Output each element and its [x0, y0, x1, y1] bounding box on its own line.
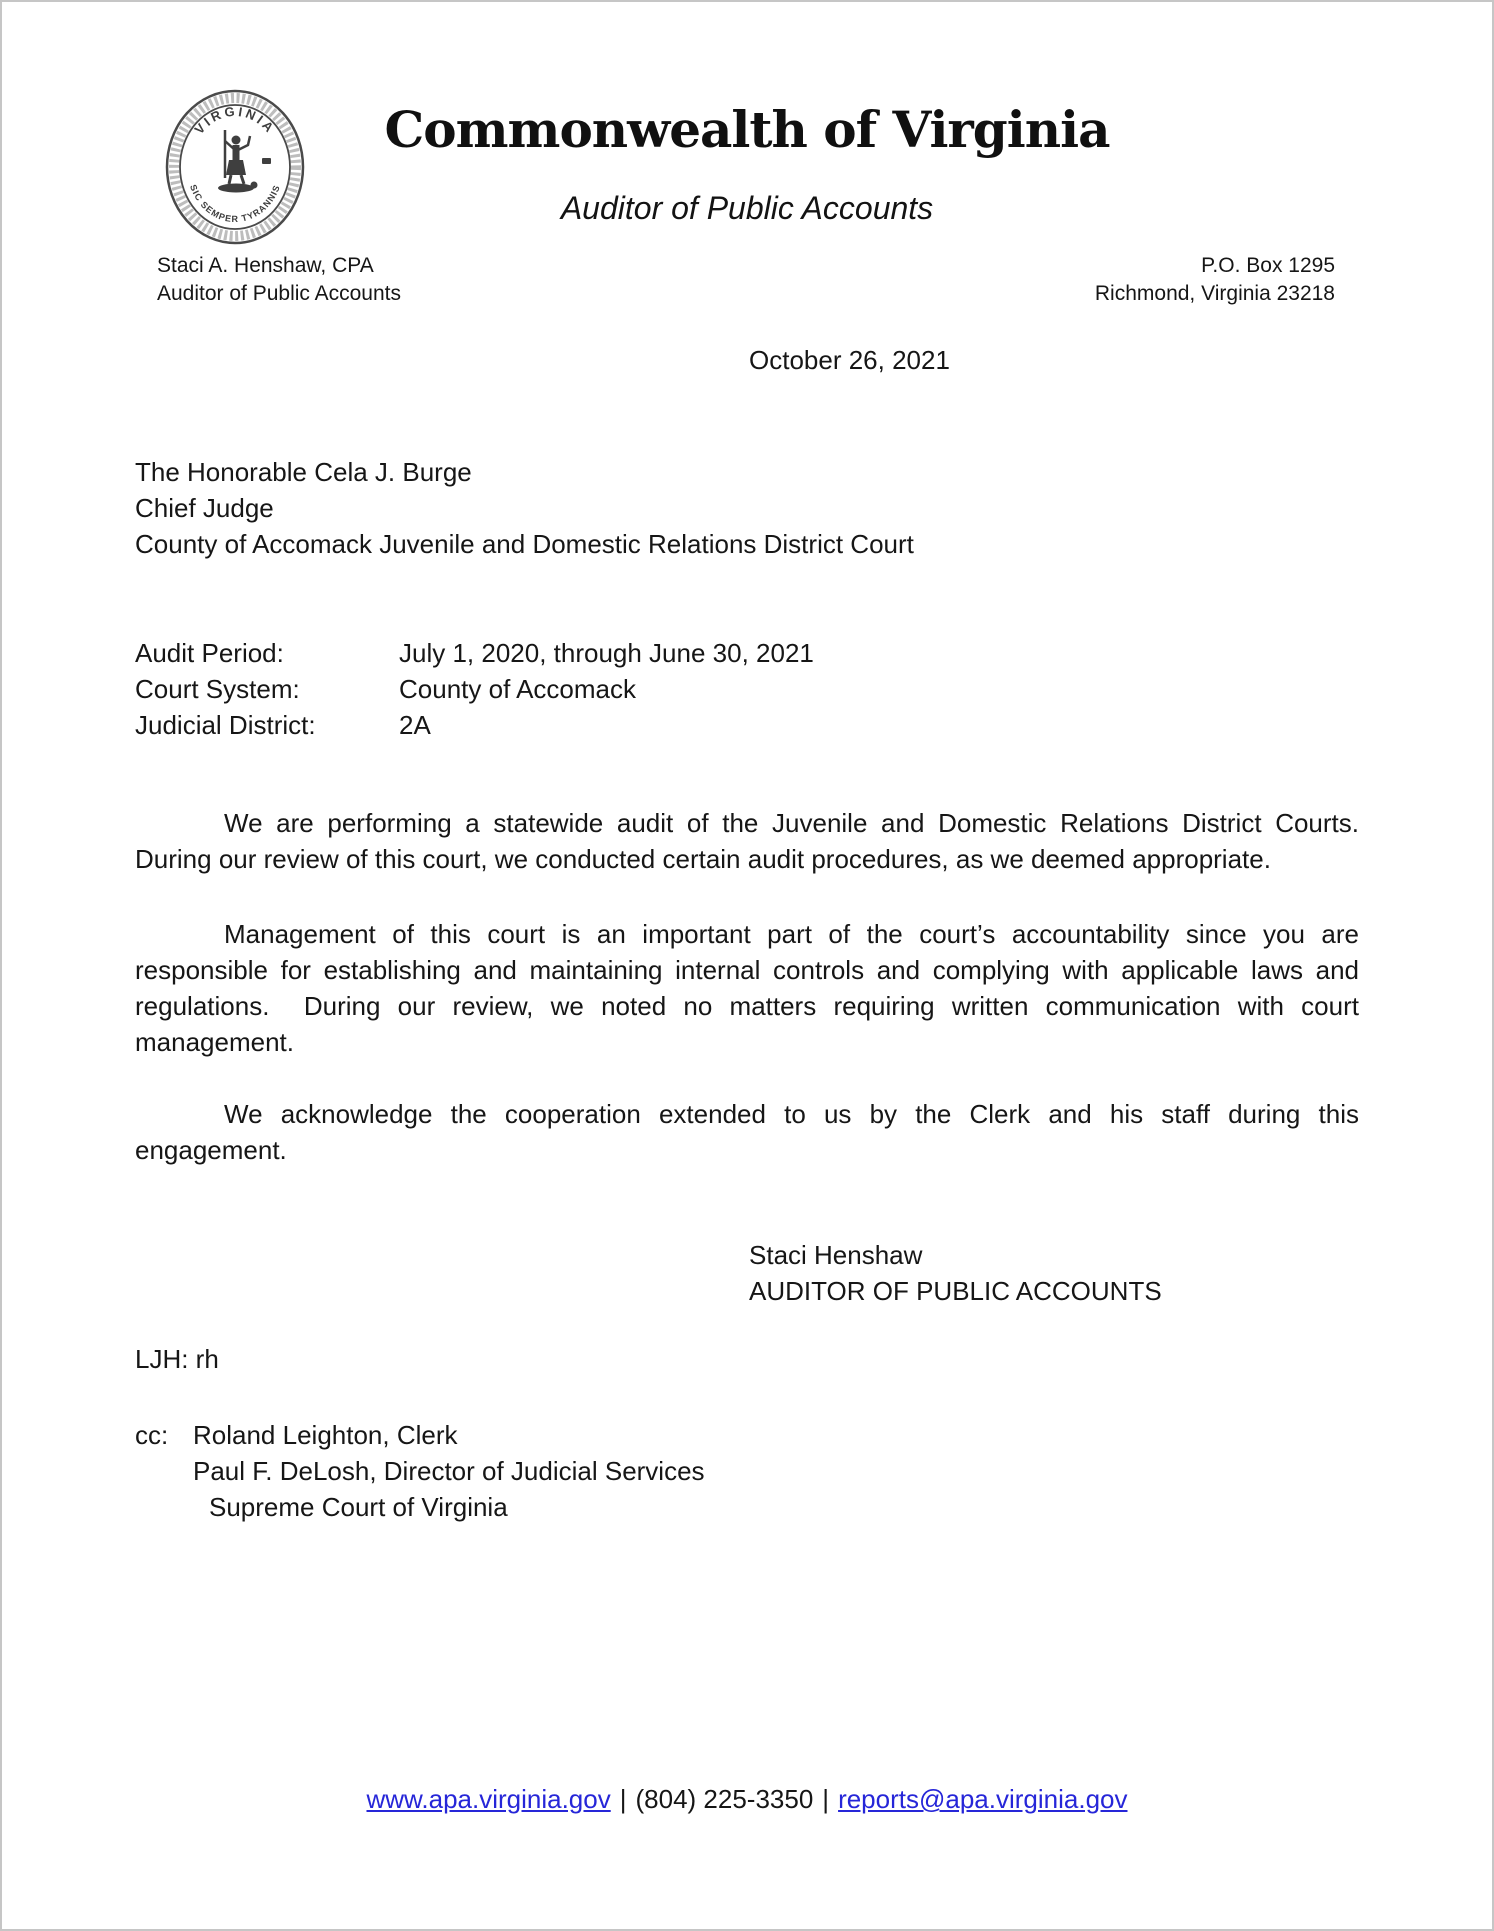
- footer-separator-2: |: [822, 1784, 830, 1814]
- recipient-name: The Honorable Cela J. Burge: [135, 457, 472, 487]
- cc-block: [135, 1417, 705, 1525]
- footer-contact-line: [2, 1784, 1492, 1815]
- audit-period-label: Audit Period:: [135, 638, 284, 668]
- court-system-value: County of Accomack: [399, 674, 636, 704]
- seal-bottom-text: SIC SEMPER TYRANNIS: [187, 183, 283, 225]
- body-paragraph-1: We are performing a statewide audit of the Juvenile and Domestic Relations District Courts. During our review of this court, we conducted certain audit procedures, as we deemed appropriate.: [135, 808, 1359, 874]
- seal-top-text: VIRGINIA: [191, 103, 279, 137]
- footer-separator-1: |: [619, 1784, 627, 1814]
- auditor-role: Auditor of Public Accounts: [157, 282, 401, 305]
- address-po-box: P.O. Box 1295: [1201, 254, 1335, 277]
- website-link[interactable]: www.apa.virginia.gov: [366, 1784, 611, 1814]
- signer-name: Staci Henshaw: [749, 1240, 923, 1270]
- body-paragraph-3: We acknowledge the cooperation extended to us by the Clerk and his staff during this engagement.: [135, 1099, 1359, 1165]
- phone-number: (804) 225-3350: [635, 1784, 814, 1814]
- email-link[interactable]: reports@apa.virginia.gov: [838, 1784, 1128, 1814]
- cc-name-1: Roland Leighton, Clerk: [193, 1420, 458, 1450]
- cc-label: cc:: [135, 1420, 169, 1450]
- reference-initials: LJH: rh: [135, 1344, 219, 1374]
- audit-period-row: [135, 635, 814, 671]
- signer-title: AUDITOR OF PUBLIC ACCOUNTS: [749, 1276, 1162, 1306]
- recipient-title: Chief Judge: [135, 493, 274, 523]
- auditor-name: Staci A. Henshaw, CPA: [157, 254, 374, 277]
- signature-block: [749, 1237, 1162, 1309]
- organization-title: Commonwealth of Virginia: [384, 100, 1110, 159]
- recipient-court: County of Accomack Juvenile and Domestic Relations District Court: [135, 529, 914, 559]
- body-paragraph-2: Management of this court is an important part of the court’s accountability since you are responsible for establishing and maintaining internal controls and complying with applicable laws and regulations. During our review, we noted no matters requiring written communication with court management.: [135, 919, 1359, 1057]
- audit-details-block: [135, 635, 814, 743]
- recipient-block: [135, 454, 914, 562]
- office-address-block: [1095, 252, 1335, 308]
- cc-names: [193, 1417, 705, 1525]
- judicial-district-value: 2A: [399, 710, 431, 740]
- judicial-district-row: [135, 707, 814, 743]
- audit-period-value: July 1, 2020, through June 30, 2021: [399, 638, 814, 668]
- auditor-name-block: [157, 252, 401, 308]
- address-city: Richmond, Virginia 23218: [1094, 282, 1335, 305]
- court-system-label: Court System:: [135, 674, 300, 704]
- judicial-district-label: Judicial District:: [135, 710, 316, 740]
- organization-subtitle: Auditor of Public Accounts: [560, 190, 934, 226]
- cc-name-2-org: Supreme Court of Virginia: [209, 1492, 508, 1522]
- court-system-row: [135, 671, 814, 707]
- letter-date: October 26, 2021: [749, 345, 950, 375]
- cc-name-2: Paul F. DeLosh, Director of Judicial Services: [193, 1456, 705, 1486]
